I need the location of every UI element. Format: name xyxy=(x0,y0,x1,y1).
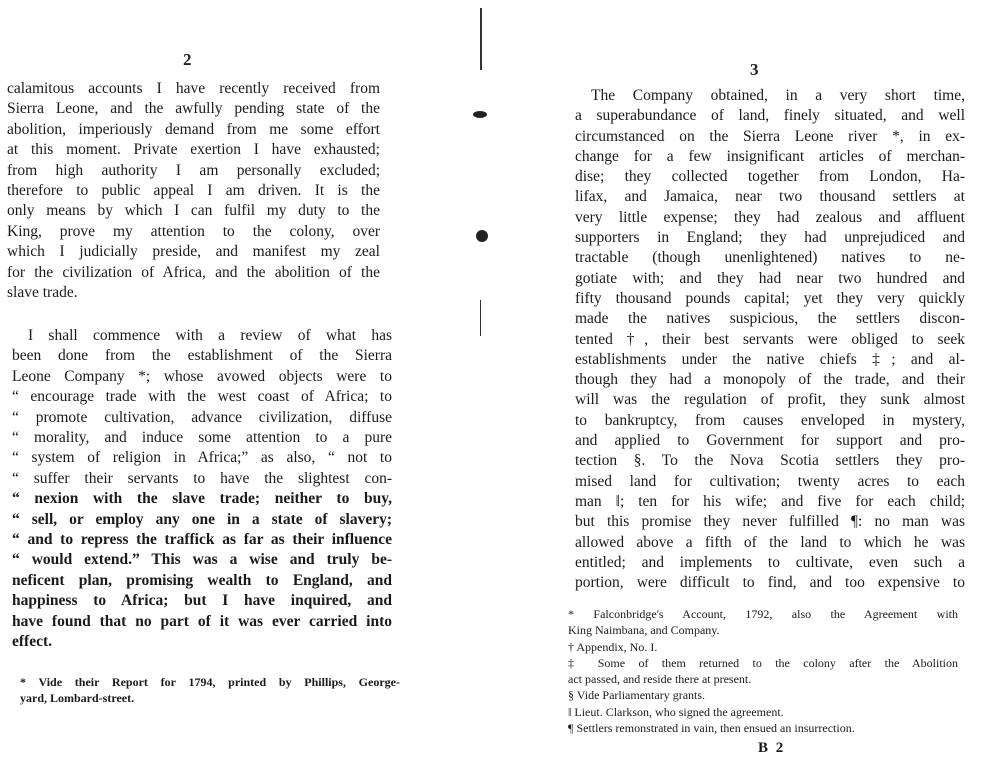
binding-mark xyxy=(476,230,488,242)
text-line: allowed above a fifth of the land to which he was xyxy=(575,533,965,551)
text-line: tection §. To the Nova Scotia settlers they pro- xyxy=(575,452,965,470)
footnote-line: act passed, and reside there at present. xyxy=(568,672,752,687)
text-line: entitled; and implements to cultivate, even such a xyxy=(575,553,965,571)
text-line: and applied to Government for support and pro- xyxy=(575,432,965,450)
text-line: dise; they collected together from London, Ha- xyxy=(575,168,965,186)
text-line: circumstanced on the Sierra Leone river *, in ex- xyxy=(575,127,965,145)
text-line: only means by which I can fulfil my duty to the xyxy=(7,202,380,220)
text-line: made the natives suspicious, the settlers discon- xyxy=(575,310,965,328)
text-line: “ promote cultivation, advance civilization, diffuse xyxy=(12,408,392,426)
text-line: very little expense; they had zealous and affluent xyxy=(575,208,965,226)
text-line: “ suffer their servants to have the slightest con- xyxy=(12,469,392,487)
text-line: but this promise they never fulfilled ¶: no man was xyxy=(575,513,965,531)
text-line: which I judicially preside, and manifest my zeal xyxy=(7,243,380,261)
text-line: supporters in England; they had unprejudiced and xyxy=(575,229,965,247)
text-line: “ encourage trade with the west coast of Africa; to xyxy=(12,388,392,406)
footnote-line: ¶ Settlers remonstrated in vain, then ensued an insurrection. xyxy=(568,721,855,736)
footnote-line: yard, Lombard-street. xyxy=(20,691,135,706)
footnote-line: ‖ Lieut. Clarkson, who signed the agreement. xyxy=(568,704,784,719)
text-line: I shall commence with a review of what has xyxy=(28,327,392,344)
right-page xyxy=(560,0,1000,761)
paragraph xyxy=(575,86,965,593)
text-line: King, prove my attention to the colony, over xyxy=(7,222,380,240)
text-line: Sierra Leone, and the awfully pending state of the xyxy=(7,100,380,118)
text-line: to bankruptcy, from causes enveloped in mystery, xyxy=(575,411,965,429)
text-line: change for a few insignificant articles of merchan- xyxy=(575,147,965,165)
footnotes xyxy=(20,674,400,707)
paragraph xyxy=(12,326,392,653)
text-line: from high authority I am personally excluded; xyxy=(7,161,380,179)
text-line: abolition, imperiously demand from me some effort xyxy=(7,120,380,138)
page-number: 3 xyxy=(750,60,759,79)
left-page xyxy=(0,0,440,761)
text-line: mised land for cultivation; twenty acres to each xyxy=(575,472,965,490)
text-line: a superabundance of land, finely situated, and well xyxy=(575,107,965,125)
text-line: “ morality, and induce some attention to a pure xyxy=(12,429,392,447)
signature-mark: B 2 xyxy=(758,740,786,756)
text-line: effect. xyxy=(12,633,52,651)
text-line: man ‖; ten for his wife; and five for each child; xyxy=(575,492,965,510)
footnote-line: King Naimbana, and Company. xyxy=(568,623,720,638)
footnote-line: * Falconbridge's Account, 1792, also the Agreement with xyxy=(568,607,958,621)
text-line: “ system of religion in Africa;” as also, “ not to xyxy=(12,449,392,467)
text-line: portion, were difficult to find, and too expensive to xyxy=(575,574,965,592)
text-line: “ and to repress the traffick as far as their influence xyxy=(12,531,392,549)
text-line: at this moment. Private exertion I have exhausted; xyxy=(7,141,380,159)
text-line: “ would extend.” This was a wise and truly be- xyxy=(12,551,392,569)
footnote-line: † Appendix, No. I. xyxy=(568,639,658,654)
footnote-line: * Vide their Report for 1794, printed by Phillips, George- xyxy=(20,675,400,689)
text-line: neficent plan, promising wealth to England, and xyxy=(12,571,392,589)
text-line: therefore to public appeal I am driven. It is the xyxy=(7,182,380,200)
text-line: lifax, and Jamaica, near two thousand settlers at xyxy=(575,188,965,206)
text-line: gotiate with; and they had near two hundred and xyxy=(575,269,965,287)
text-line: “ sell, or employ any one in a state of slavery; xyxy=(12,510,392,528)
text-line: happiness to Africa; but I have inquired, and xyxy=(12,592,392,610)
text-line: though they had a monopoly of the trade, and their xyxy=(575,371,965,389)
gutter-rule xyxy=(480,8,482,70)
text-line: tented †, their best servants were obliged to seek xyxy=(575,330,965,348)
footnotes xyxy=(568,606,958,736)
paragraph xyxy=(7,79,380,303)
book-gutter xyxy=(440,0,560,761)
text-line: will was the regulation of profit, they sunk almost xyxy=(575,391,965,409)
text-line: fifty thousand pounds capital; yet they very quickly xyxy=(575,289,965,307)
text-line: Leone Company *; whose avowed objects were to xyxy=(12,367,392,385)
text-line: establishments under the native chiefs ‡; and al- xyxy=(575,350,965,368)
text-line: “ nexion with the slave trade; neither to buy, xyxy=(12,490,392,508)
text-line: been done from the establishment of the Sierra xyxy=(12,347,392,365)
text-line: calamitous accounts I have recently received from xyxy=(7,80,380,97)
text-line: tractable (though unenlightened) natives to ne- xyxy=(575,249,965,267)
footnote-line: § Vide Parliamentary grants. xyxy=(568,688,706,703)
text-line: The Company obtained, in a very short time, xyxy=(591,87,965,104)
gutter-rule xyxy=(480,300,481,336)
text-line: slave trade. xyxy=(7,284,78,302)
footnote-line: ‡ Some of them returned to the colony after the Abolition xyxy=(568,655,958,670)
text-line: have found that no part of it was ever carried into xyxy=(12,612,392,630)
page-number: 2 xyxy=(183,50,192,69)
text-line: for the civilization of Africa, and the abolition of the xyxy=(7,263,380,281)
binding-mark xyxy=(473,111,487,118)
